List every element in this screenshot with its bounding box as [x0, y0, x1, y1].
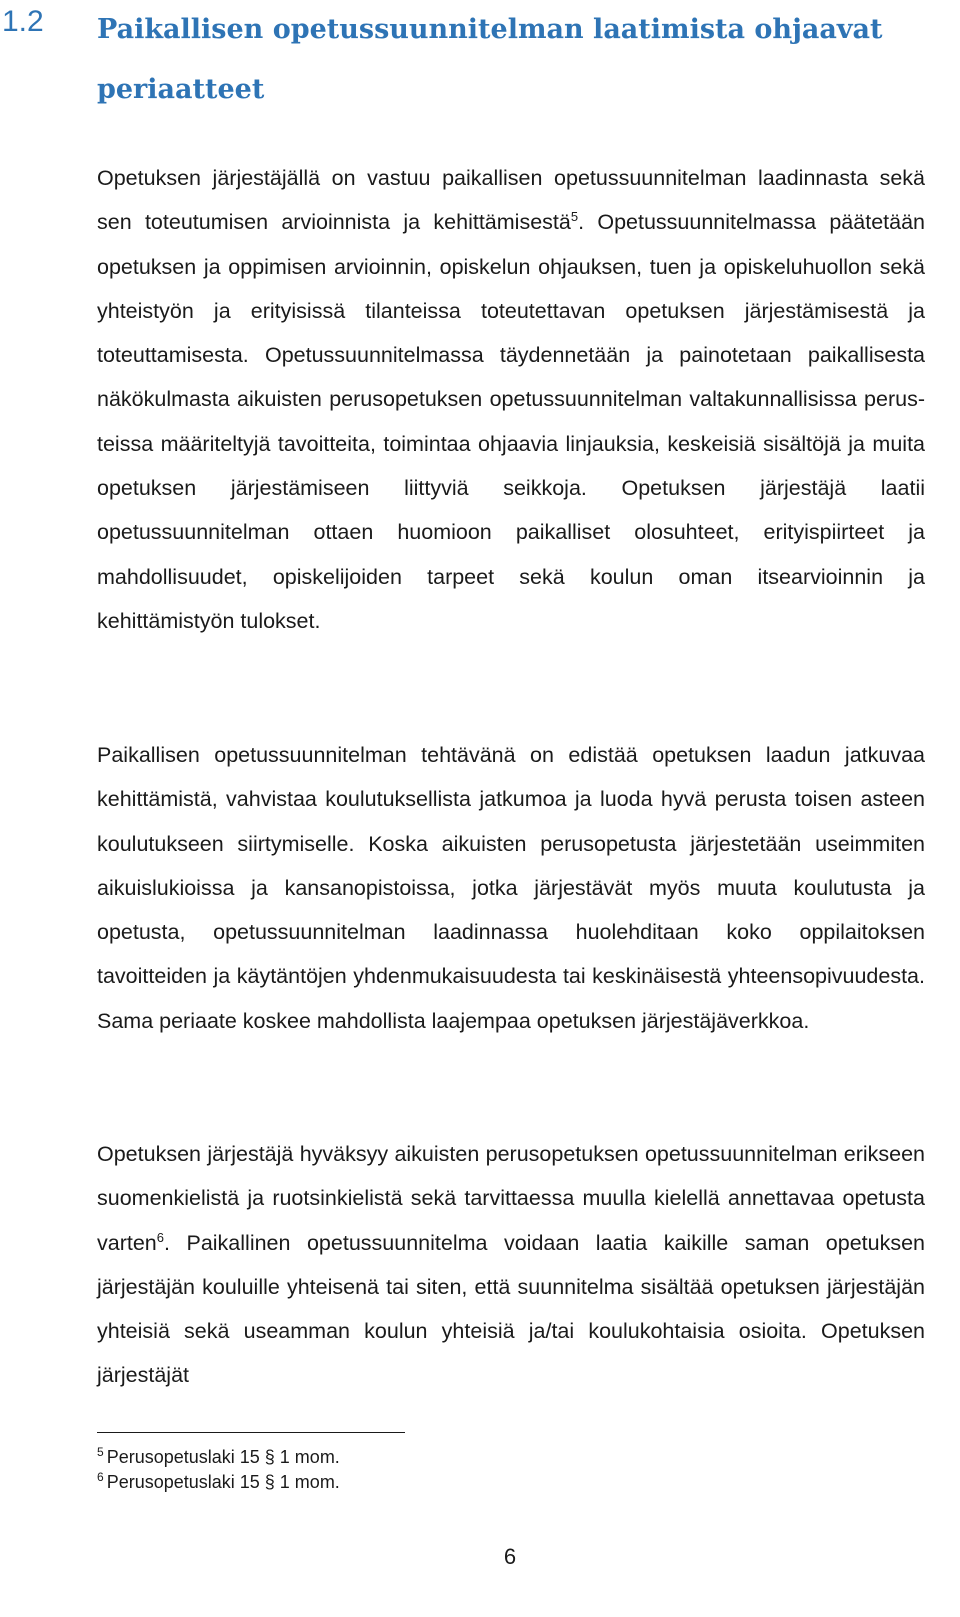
page-number: 6	[503, 1544, 517, 1569]
paragraph-text: . Paikallinen opetussuunnitelma voidaan laatia kaikille saman opetuksen järjestäjän kouluille yhteisenä tai siten, että suunnitelma sisältää opetuksen järjestäjän yhteisiä sekä useamman koulun yhteisiä ja/tai koulukohtaisia osioita. Opetuksen järjestäjät	[97, 1230, 925, 1388]
body-paragraph-2: Paikallisen opetussuunnitelman tehtävänä on edistää opetuksen laadun jatkuvaa kehittämistä, vahvistaa koulutuksellista jatkumoa ja luoda hyvä perusta toisen asteen koulutukseen siirtymiselle. Koska aikuisten perusopetusta järjestetään useimmiten aikuislukioissa ja kansanopistoissa, jotka järjestävät myös muuta koulutusta ja opetusta, opetussuunnitelman laadinnassa huolehditaan koko oppilaitoksen tavoitteiden ja käytäntöjen yhdenmukaisuudesta tai keskinäisestä yhteensopivuudesta. Sama periaate koskee mahdollista laajempaa opetuksen järjestäjäverkkoa.	[97, 743, 925, 1033]
body-paragraph-3	[97, 1132, 925, 1398]
paragraph-text: Opetuksen järjestäjällä on vastuu paikallisen opetussuunnitelman laadinnasta sekä sen toteutumisen arvioinnista ja kehittämisestä	[97, 166, 925, 235]
footnote-reference[interactable]: 6	[156, 1229, 164, 1245]
section-number: 1.2	[2, 5, 44, 38]
body-paragraph-1	[97, 156, 925, 643]
footnote-item	[97, 1471, 340, 1493]
footnote-separator	[97, 1432, 405, 1433]
footnote-mark: 6	[97, 1470, 104, 1484]
footnote-text: Perusopetuslaki 15 § 1 mom.	[106, 1472, 340, 1492]
section-heading: Paikallisen opetussuunnitelman laatimista ohjaavat periaatteet	[97, 14, 883, 105]
footnote-mark: 5	[97, 1445, 104, 1459]
footnote-text: Perusopetuslaki 15 § 1 mom.	[106, 1447, 340, 1467]
footnote-reference[interactable]: 5	[570, 209, 579, 225]
footnote-item	[97, 1446, 340, 1468]
paragraph-text: Opetuksen järjestäjä hyväksyy aikuisten perusopetuksen opetussuunnitelman erikseen suomenkielistä ja ruotsinkielistä sekä tarvittaessa muulla kielellä annettavaa opetusta varten	[97, 1142, 925, 1255]
paragraph-text: . Opetussuunnitelmassa päätetään opetuksen ja oppimisen arvioinnin, opiskelun ohjauksen, tuen ja opiskeluhuollon sekä yhteistyön ja erityisissä tilanteissa toteutettavan opetuksen järjestämisestä ja toteuttamisesta. Opetussuunnitelmassa täydennetään ja painotetaan paikallisesta näkökulmasta aikuisten perusopetuksen opetussuunnitelman valtakunnallisissa perusteissa määriteltyjä tavoitteita, toimintaa ohjaavia linjauksia, keskeisiä sisältöjä ja muita opetuksen järjestämiseen liittyviä seikkoja. Opetuksen järjestäjä laatii opetussuunnitelman ottaen huomioon paikalliset olosuhteet, erityispiirteet ja mahdollisuudet, opiskelijoiden tarpeet sekä koulun oman itsearvioinnin ja kehittämistyön tulokset.	[97, 210, 925, 633]
